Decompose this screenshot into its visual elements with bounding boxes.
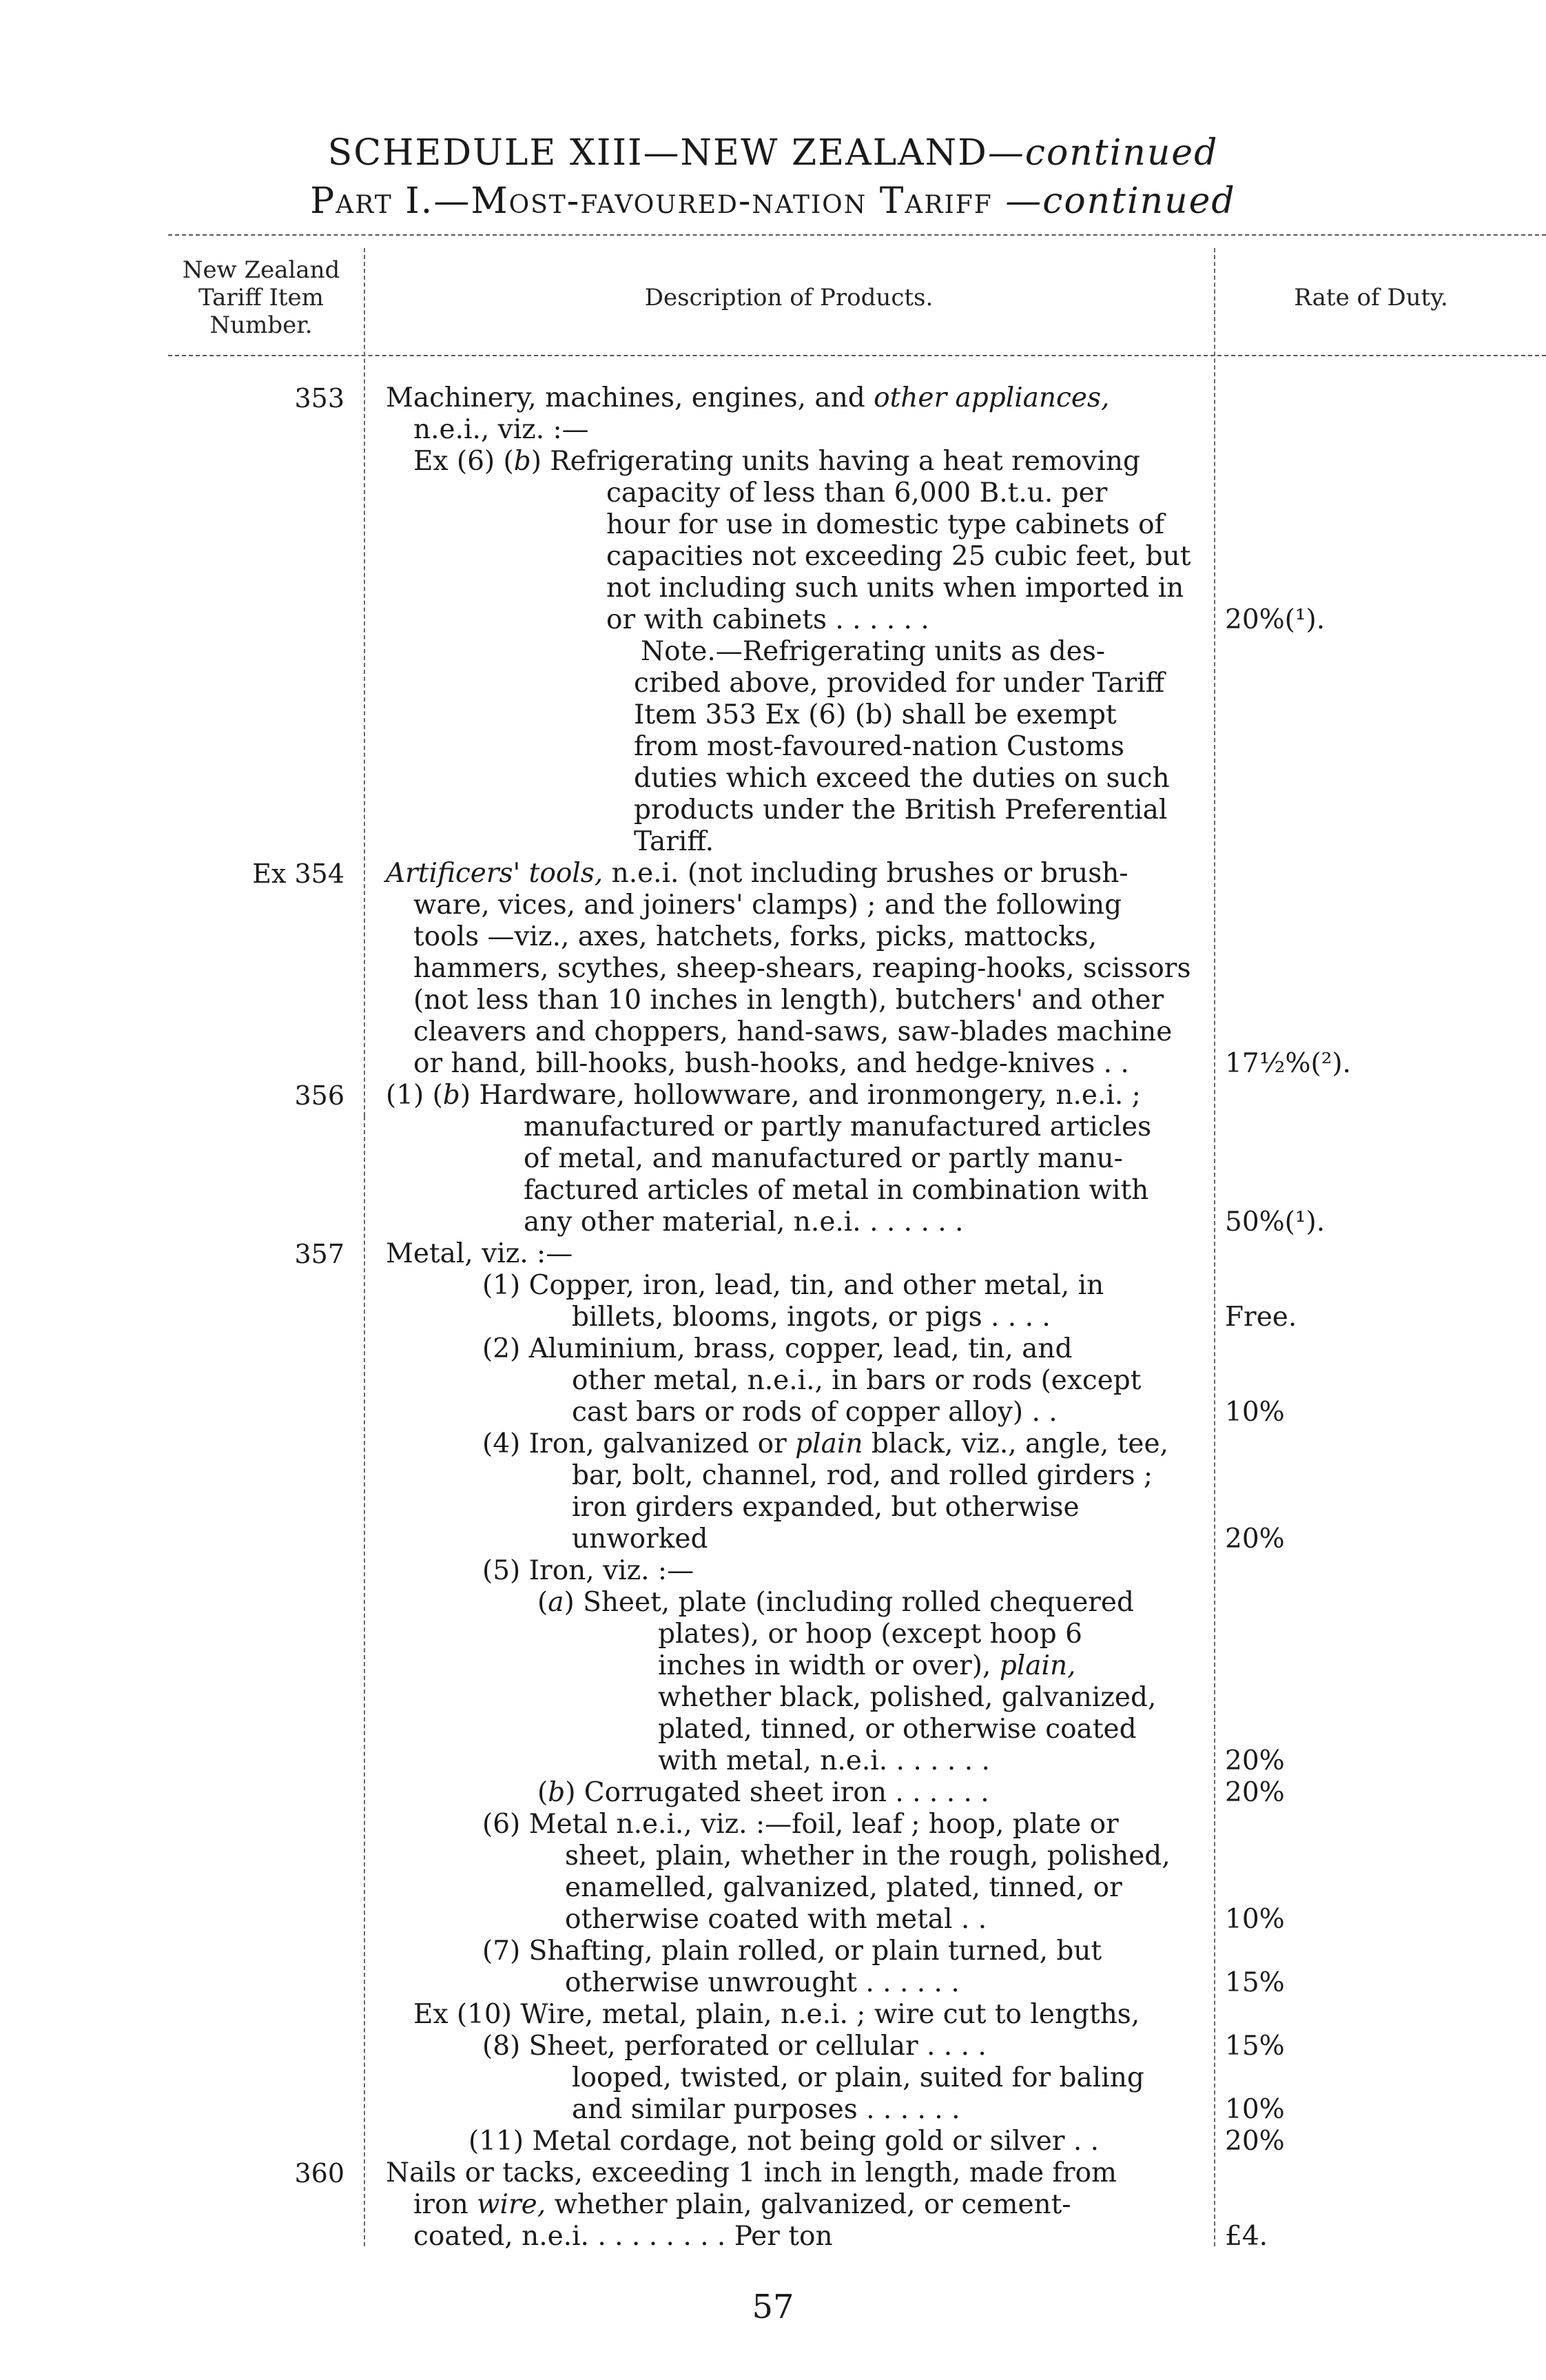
column-header-item: New Zealand Tariff Item Number. [182, 256, 340, 339]
description-line: plated, tinned, or otherwise coated [658, 1714, 1137, 1745]
note-line: Note.—Refrigerating units as des- [641, 636, 1106, 667]
description-line: (1) (b) Hardware, hollowware, and ironmongery, n.e.i. ; [386, 1080, 1141, 1111]
description-line: tools —viz., axes, hatchets, forks, picks, mattocks, [413, 921, 1097, 952]
rate-of-duty: 20% [1225, 1777, 1285, 1808]
description-line: not including such units when imported in [606, 573, 1184, 604]
description-line: or hand, bill-hooks, bush-hooks, and hedge-knives . . [413, 1048, 1129, 1079]
page-number: 57 [752, 2288, 794, 2326]
column-header-rate: Rate of Duty. [1294, 284, 1448, 311]
description-line: enamelled, galvanized, plated, tinned, or [565, 1872, 1122, 1903]
tariff-item-number: Ex 354 [252, 859, 344, 889]
description-line: sheet, plain, whether in the rough, polished, [565, 1840, 1171, 1871]
description-line: plates), or hoop (except hoop 6 [658, 1619, 1082, 1650]
note-line: cribed above, provided for under Tariff [634, 668, 1165, 699]
description-line: hammers, scythes, sheep-shears, reaping-hooks, scissors [413, 953, 1191, 984]
schedule-title: SCHEDULE XIII—NEW ZEALAND—continued [327, 132, 1219, 174]
description-line: and similar purposes . . . . . . [572, 2094, 960, 2125]
description-line: whether black, polished, galvanized, [658, 1682, 1157, 1713]
description-line: Machinery, machines, engines, and other appliances, [386, 382, 1110, 413]
description-line: looped, twisted, or plain, suited for baling [572, 2062, 1144, 2093]
tariff-item-number: 356 [294, 1080, 344, 1111]
description-line: unworked [572, 1524, 708, 1555]
column-divider-left [364, 1116, 365, 2246]
rate-of-duty: 10% [1225, 1904, 1285, 1935]
rate-of-duty: 20%(¹). [1225, 604, 1326, 635]
description-line: capacities not exceeding 25 cubic feet, but [606, 541, 1191, 572]
description-line: Nails or tacks, exceeding 1 inch in length, made from [386, 2157, 1117, 2188]
description-line: Ex (10) Wire, metal, plain, n.e.i. ; wire cut to lengths, [413, 1999, 1140, 2030]
rate-of-duty: 15% [1225, 2031, 1285, 2062]
tariff-item-number: 360 [294, 2158, 344, 2188]
description-line: manufactured or partly manufactured articles [524, 1111, 1152, 1142]
description-line: ware, vices, and joiners' clamps) ; and the following [413, 890, 1122, 921]
description-line: bar, bolt, channel, rod, and rolled girders ; [572, 1460, 1153, 1491]
description-line: capacity of less than 6,000 B.t.u. per [606, 478, 1108, 509]
description-line: Artificers' tools, n.e.i. (not including brushes or brush- [386, 858, 1128, 889]
rate-of-duty: 20% [1225, 1745, 1285, 1776]
description-line: (not less than 10 inches in length), butchers' and other [413, 985, 1164, 1016]
description-line: Ex (6) (b) Refrigerating units having a heat removing [413, 446, 1140, 477]
note-line: duties which exceed the duties on such [634, 763, 1170, 794]
column-divider-right [1214, 248, 1215, 2246]
description-line: (4) Iron, galvanized or plain black, viz., angle, tee, [482, 1428, 1168, 1459]
description-line: (8) Sheet, perforated or cellular . . . . [482, 2031, 987, 2062]
rate-of-duty: 10% [1225, 2094, 1285, 2125]
rate-of-duty: Free. [1225, 1302, 1297, 1333]
description-line: (6) Metal n.e.i., viz. :—foil, leaf ; hoop, plate or [482, 1809, 1119, 1840]
description-line: any other material, n.e.i. . . . . . . [524, 1207, 964, 1238]
description-line: with metal, n.e.i. . . . . . . [658, 1745, 990, 1776]
tariff-item-number: 353 [294, 383, 344, 413]
column-header-description: Description of Products. [644, 284, 934, 311]
description-line: cast bars or rods of copper alloy) . . [572, 1397, 1058, 1428]
description-line: hour for use in domestic type cabinets of [606, 509, 1165, 540]
description-line: (2) Aluminium, brass, copper, lead, tin, and [482, 1333, 1073, 1364]
description-line: otherwise unwrought . . . . . . [565, 1967, 960, 1998]
rate-of-duty: 10% [1225, 1397, 1285, 1428]
description-line: iron wire, whether plain, galvanized, or cement- [413, 2189, 1071, 2220]
part-title: Part I.—Most-favoured-nation Tariff —continued [310, 181, 1236, 222]
note-line: products under the British Preferential [634, 794, 1168, 825]
rate-of-duty: £4. [1225, 2221, 1268, 2252]
description-line: or with cabinets . . . . . . [606, 604, 929, 635]
description-line: otherwise coated with metal . . [565, 1904, 987, 1935]
description-line: iron girders expanded, but otherwise [572, 1492, 1080, 1523]
rate-of-duty: 15% [1225, 1967, 1285, 1998]
description-line: billets, blooms, ingots, or pigs . . . . [572, 1302, 1051, 1333]
note-line: from most-favoured-nation Customs [634, 731, 1125, 762]
description-line: cleavers and choppers, hand-saws, saw-blades machine [413, 1016, 1173, 1047]
note-line: Item 353 Ex (6) (b) shall be exempt [634, 699, 1117, 730]
description-line: inches in width or over), plain, [658, 1650, 1076, 1681]
tariff-item-number: 357 [294, 1239, 344, 1269]
rate-of-duty: 50%(¹). [1225, 1207, 1326, 1238]
description-line: Metal, viz. :— [386, 1238, 573, 1269]
description-line: (1) Copper, iron, lead, tin, and other metal, in [482, 1270, 1104, 1301]
column-divider-left [364, 248, 365, 1116]
rate-of-duty: 20% [1225, 1524, 1285, 1555]
header-bottom-rule [168, 355, 1546, 356]
rate-of-duty: 20% [1225, 2126, 1285, 2157]
description-line: (7) Shafting, plain rolled, or plain turned, but [482, 1936, 1102, 1967]
description-line: of metal, and manufactured or partly manu- [524, 1143, 1123, 1174]
header-top-rule [168, 234, 1546, 236]
description-line: (b) Corrugated sheet iron . . . . . . [537, 1777, 989, 1808]
description-line: other metal, n.e.i., in bars or rods (except [572, 1365, 1142, 1396]
description-line: n.e.i., viz. :— [413, 414, 589, 445]
description-line: (a) Sheet, plate (including rolled chequered [537, 1587, 1134, 1618]
rate-of-duty: 17½%(²). [1225, 1048, 1351, 1079]
note-line: Tariff. [634, 826, 714, 857]
description-line: (5) Iron, viz. :— [482, 1555, 694, 1586]
description-line: coated, n.e.i. . . . . . . . . Per ton [413, 2221, 833, 2252]
description-line: (11) Metal cordage, not being gold or silver . . [468, 2126, 1100, 2157]
description-line: factured articles of metal in combination with [524, 1175, 1149, 1206]
